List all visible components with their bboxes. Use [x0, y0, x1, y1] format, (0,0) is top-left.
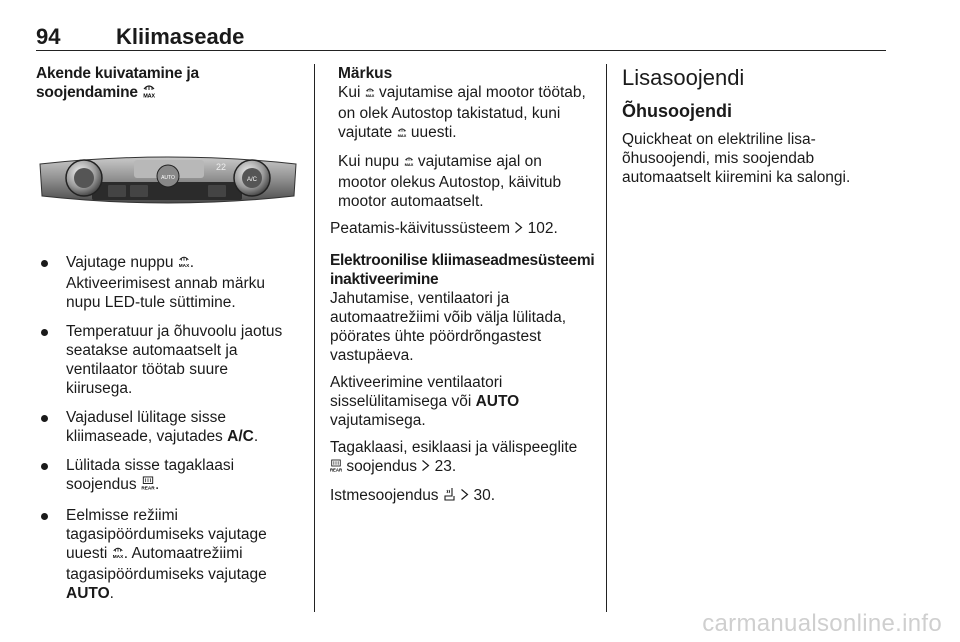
svg-text:REAR: REAR	[330, 467, 342, 473]
panel-auto-label: AUTO	[161, 175, 175, 181]
column-divider-1	[314, 64, 315, 612]
svg-text:REAR: REAR	[141, 485, 155, 491]
max-defrost-icon	[142, 83, 156, 104]
page-number: 94	[36, 24, 61, 49]
header-rule	[36, 50, 886, 51]
list-item: Lülitada sisse tagaklaasi soojendus REAR .	[36, 456, 302, 496]
bullet-dot	[41, 513, 48, 520]
paragraph-seat-heating-ref: Istmesoojendus 30.	[330, 486, 595, 507]
rear-window-heating-icon	[141, 476, 155, 496]
section-heading-defrost: Akende kuivatamine ja soojendamine MAX	[36, 64, 302, 104]
page-reference-arrow-icon	[514, 220, 523, 239]
note-paragraph-2: Kui nupu MAX vajutamise ajal on mootor olekus Autostop, käivitub mootor automaatselt.	[338, 153, 562, 210]
list-item: Temperatuur ja õhuvoolu jaotus seatakse automaatselt ja ventilaator töötab suure kiirusega.	[36, 322, 302, 398]
svg-text:MAX: MAX	[404, 162, 413, 168]
watermark: carmanualsonline.info	[702, 610, 942, 637]
climate-panel-svg	[36, 152, 300, 208]
bullet-dot	[41, 329, 48, 336]
max-defrost-icon	[178, 254, 190, 274]
svg-text:MAX: MAX	[143, 93, 155, 99]
paragraph-heating-ref: Tagaklaasi, esiklaasi ja välispeeglite REAR soojendus 23.	[330, 438, 595, 478]
page-reference-arrow-icon	[460, 487, 469, 506]
max-defrost-icon	[404, 154, 414, 173]
note-box	[330, 64, 595, 211]
paragraph-activation: Aktiveerimine ventilaatori sisselülitamisega või AUTO vajutamisega.	[330, 374, 520, 429]
list-item: Vajutage nuppu MAX . Aktiveerimisest annab märku nupu LED-tule süttimine.	[36, 253, 302, 312]
panel-temp-label: 22	[216, 162, 227, 172]
paragraph-deactivation: Jahutamise, ventilaatori ja automaatrežiimi võib välja lülitada, pöörates ühte pöördrõngastest vastupäeva.	[330, 290, 567, 364]
svg-text:MAX: MAX	[178, 263, 189, 269]
ref-stop-start: Peatamis-käivitussüsteem 102.	[330, 220, 558, 237]
chapter-title: Kliimaseade	[116, 24, 245, 49]
seat-heating-icon	[443, 487, 456, 507]
subsection-title-air-heater: Õhusoojendi	[622, 101, 732, 121]
climate-control-panel-image	[36, 152, 302, 213]
column-2	[330, 64, 595, 515]
note-title: Märkus	[338, 65, 393, 82]
paragraph-quickheat: Quickheat on elektriline lisa- õhusoojendi, mis soojendab automaatselt kiiremini ka salongi.	[622, 131, 851, 186]
section-heading-deactivation: Elektroonilise kliimaseadmesüsteemi inaktiveerimine	[330, 252, 595, 288]
section-title-auxiliary-heater: Lisasoojendi	[622, 65, 745, 90]
bullet-dot	[41, 260, 48, 267]
page-reference-arrow-icon	[421, 458, 430, 477]
rear-window-heating-icon	[330, 459, 342, 478]
list-item: Eelmisse režiimi tagasipöördumiseks vajutage uuesti MAX . Automaatrežiimi tagasipöördumiseks vajutage AUTO.	[36, 506, 302, 603]
svg-text:MAX: MAX	[112, 554, 123, 560]
svg-text:MAX: MAX	[397, 133, 406, 139]
bullet-dot	[41, 463, 48, 470]
page-header	[36, 24, 886, 50]
panel-ac-label: A/C	[246, 177, 258, 183]
column-1	[36, 64, 302, 613]
list-item: Vajadusel lülitage sisse kliimaseade, vajutades A/C.	[36, 408, 302, 446]
max-defrost-icon	[397, 125, 407, 144]
max-defrost-icon	[112, 545, 124, 565]
column-divider-2	[606, 64, 607, 612]
svg-text:MAX: MAX	[365, 93, 375, 99]
defrost-steps-list	[36, 253, 302, 603]
note-paragraph-1: Kui MAX vajutamise ajal mootor töötab, on olek Autostop takistatud, kuni vajutate MAX uuesti.	[338, 83, 595, 144]
column-3	[622, 64, 912, 195]
max-defrost-icon	[365, 85, 375, 104]
bullet-dot	[41, 415, 48, 422]
